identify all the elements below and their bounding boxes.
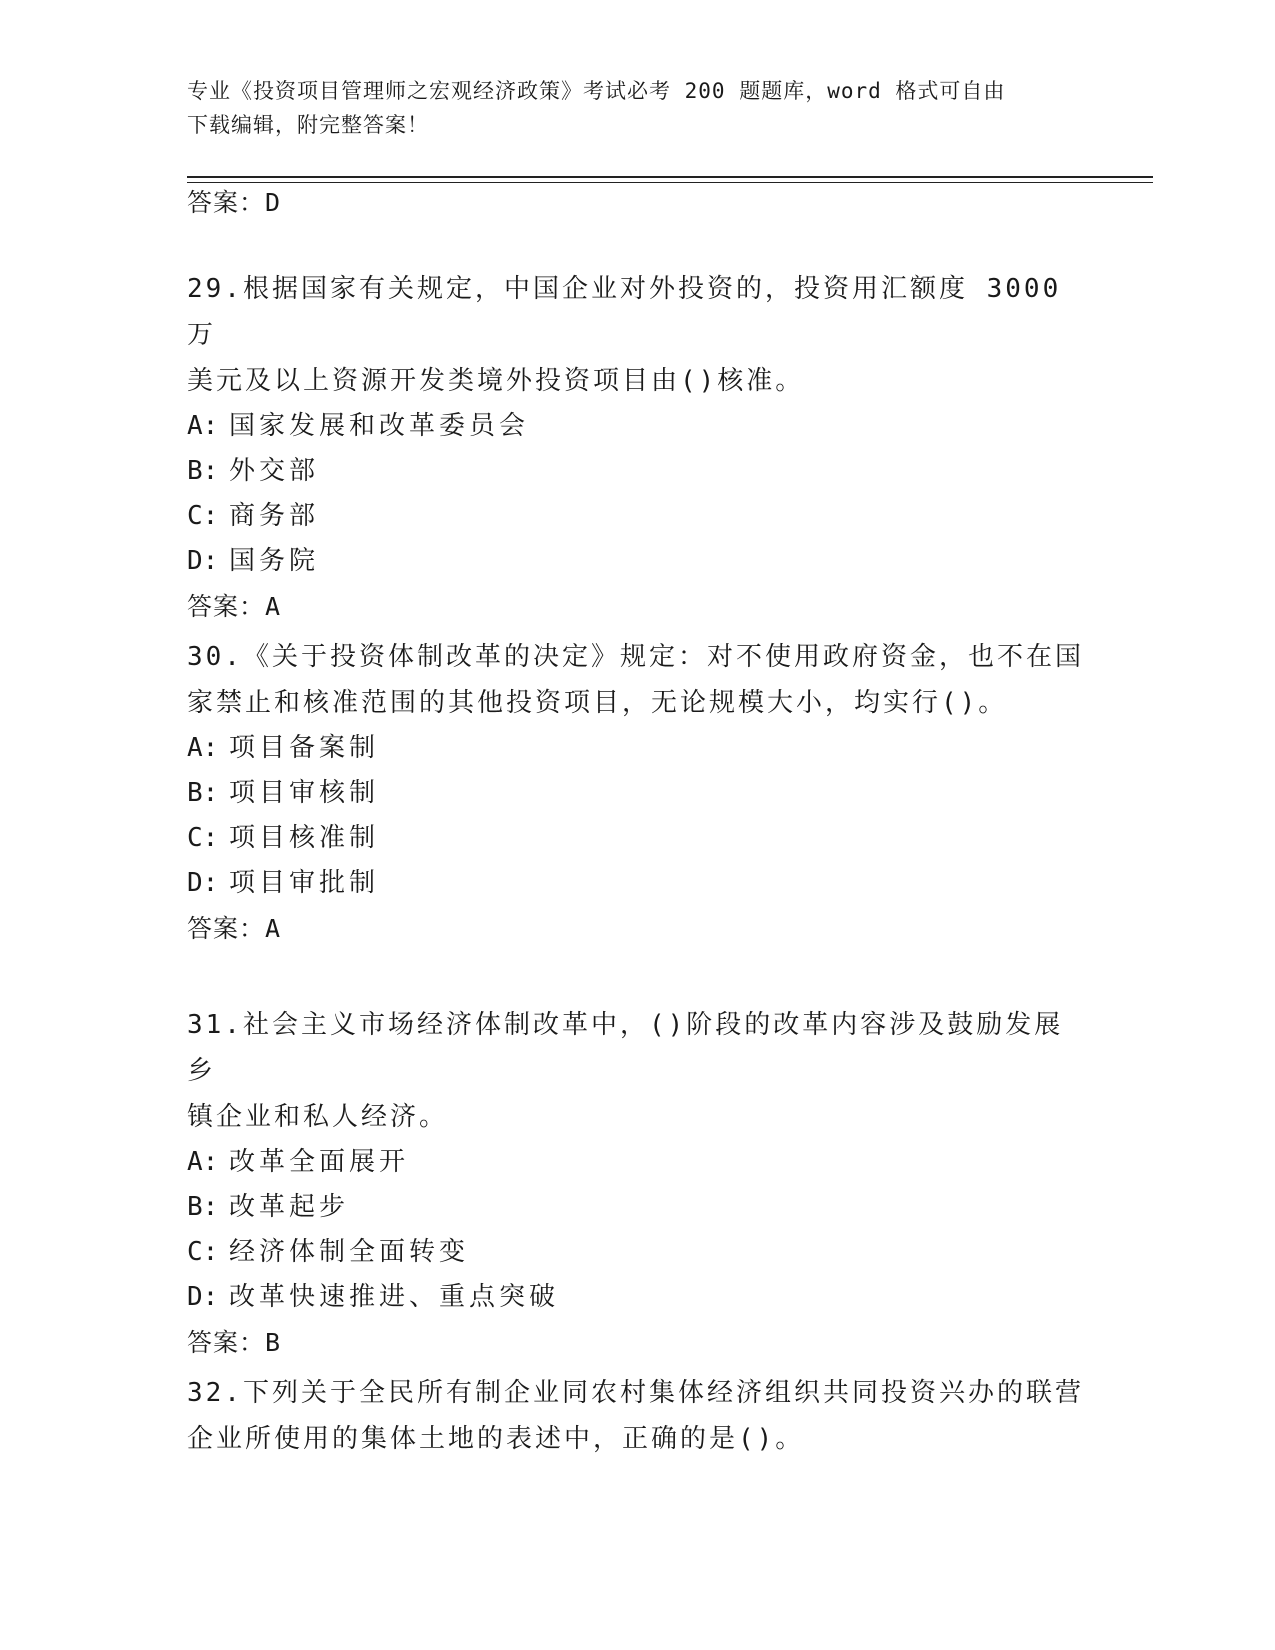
option-text: 商务部 [229, 501, 320, 531]
option-key: A: [187, 411, 219, 441]
option-text: 国务院 [229, 546, 320, 576]
option-key: B: [187, 778, 219, 808]
option-b [187, 1185, 1087, 1230]
answer [187, 912, 1087, 946]
answer-value: A [265, 914, 282, 943]
option-text: 改革快速推进、重点突破 [229, 1282, 560, 1312]
question-32 [187, 1370, 1087, 1462]
option-b [187, 771, 1087, 816]
option-c [187, 1230, 1087, 1275]
question-30 [187, 634, 1087, 946]
option-d [187, 1275, 1087, 1320]
answer [187, 590, 1087, 624]
option-key: B: [187, 456, 219, 486]
option-a [187, 404, 1087, 449]
question-stem-line-2: 家禁止和核准范围的其他投资项目，无论规模大小，均实行()。 [187, 688, 1008, 718]
option-key: C: [187, 823, 219, 853]
option-text: 外交部 [229, 456, 320, 486]
option-b [187, 449, 1087, 494]
option-a [187, 726, 1087, 771]
answer-label: 答案： [187, 188, 266, 217]
option-text: 改革全面展开 [229, 1147, 410, 1177]
option-key: D: [187, 546, 219, 576]
question-31 [187, 1002, 1087, 1360]
option-key: D: [187, 1282, 219, 1312]
question-stem-line-2: 企业所使用的集体土地的表述中，正确的是()。 [187, 1424, 805, 1454]
answer-prev [187, 186, 1087, 220]
answer-value: D [265, 188, 282, 217]
option-text: 项目审批制 [229, 868, 380, 898]
option-key: D: [187, 868, 219, 898]
answer-label: 答案： [187, 914, 266, 943]
header-divider-thin [187, 182, 1153, 183]
answer [187, 1326, 1087, 1360]
option-c [187, 494, 1087, 539]
question-stem-line-1: 30.《关于投资体制改革的决定》规定：对不使用政府资金，也不在国 [187, 642, 1084, 672]
answer-value: B [265, 1328, 282, 1357]
page-header [187, 74, 1067, 142]
option-key: C: [187, 501, 219, 531]
header-divider-thick [187, 176, 1153, 178]
option-a [187, 1140, 1087, 1185]
option-key: A: [187, 733, 219, 763]
question-stem-line-2: 美元及以上资源开发类境外投资项目由()核准。 [187, 366, 805, 396]
question-stem-line-2: 镇企业和私人经济。 [187, 1102, 449, 1132]
question-stem-line-1: 32.下列关于全民所有制企业同农村集体经济组织共同投资兴办的联营 [187, 1378, 1084, 1408]
answer-label: 答案： [187, 592, 266, 621]
answer-label: 答案： [187, 1328, 266, 1357]
option-text: 经济体制全面转变 [229, 1237, 470, 1267]
option-text: 国家发展和改革委员会 [229, 411, 530, 441]
option-key: C: [187, 1237, 219, 1267]
option-text: 项目核准制 [229, 823, 380, 853]
option-text: 项目备案制 [229, 733, 380, 763]
option-text: 项目审核制 [229, 778, 380, 808]
option-d [187, 861, 1087, 906]
option-c [187, 816, 1087, 861]
question-stem-line-1: 29.根据国家有关规定，中国企业对外投资的，投资用汇额度 3000 万 [187, 274, 1062, 350]
option-key: A: [187, 1147, 219, 1177]
option-text: 改革起步 [229, 1192, 350, 1222]
header-line-2: 下载编辑，附完整答案！ [187, 113, 429, 137]
question-stem-line-1: 31.社会主义市场经济体制改革中，()阶段的改革内容涉及鼓励发展乡 [187, 1010, 1064, 1086]
header-line-1: 专业《投资项目管理师之宏观经济政策》考试必考 200 题题库，word 格式可自由 [187, 79, 1006, 103]
option-d [187, 539, 1087, 584]
option-key: B: [187, 1192, 219, 1222]
answer-value: A [265, 592, 282, 621]
question-29 [187, 266, 1087, 624]
